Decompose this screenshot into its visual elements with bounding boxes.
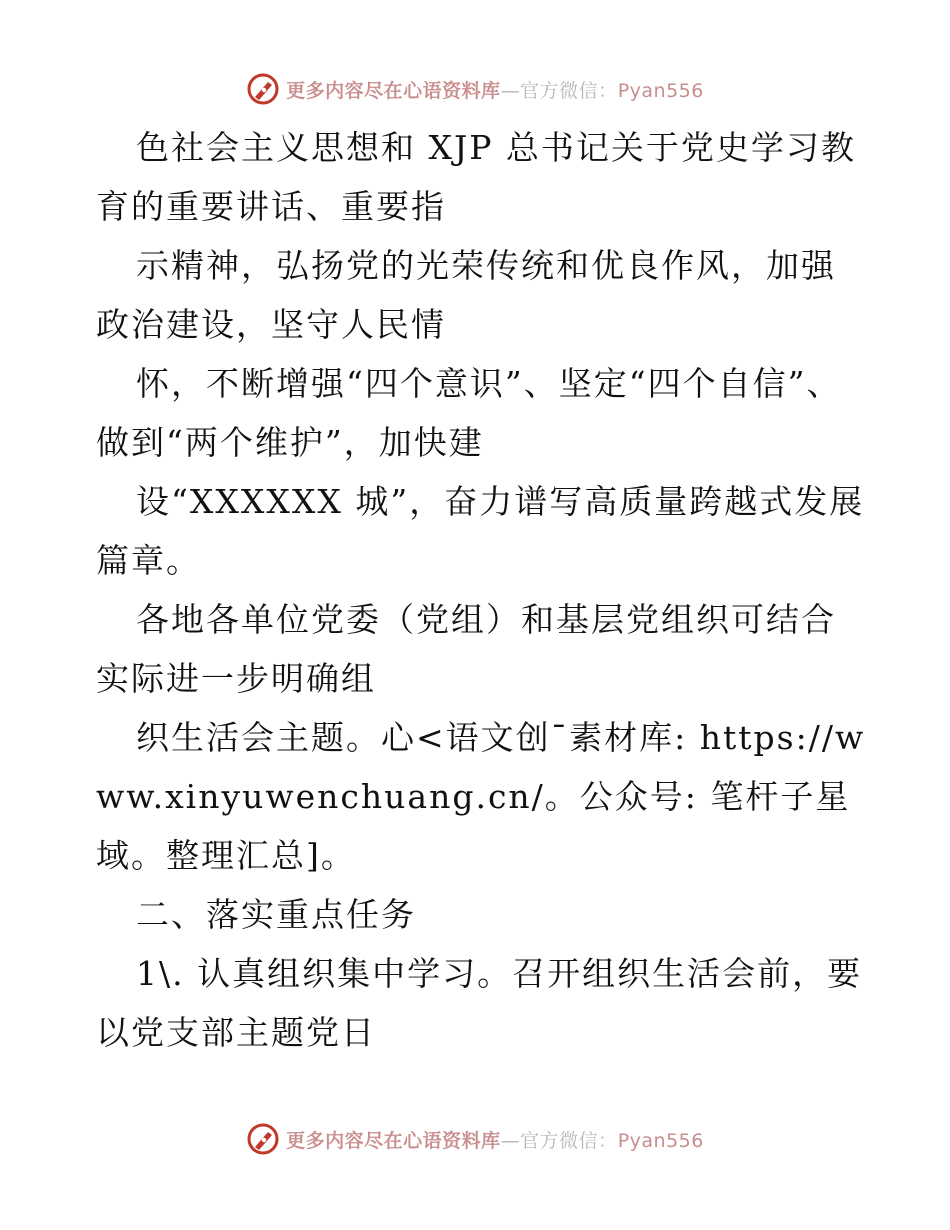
watermark-text bbox=[286, 1126, 704, 1153]
watermark-part3: Pyan556 bbox=[617, 79, 704, 102]
document-body bbox=[96, 118, 866, 1062]
paragraph: 怀，不断增强“四个意识”、坚定“四个自信”、做到“两个维护”，加快建 bbox=[96, 364, 842, 462]
watermark-part3: Pyan556 bbox=[617, 1129, 704, 1152]
paragraph: 织生活会主题。心<语文创¯素材库: https://www.xinyuwenchuang.cn/。公众号: 笔杆子星域。整理汇总]。 bbox=[96, 718, 866, 875]
paragraph: 示精神，弘扬党的光荣传统和优良作风，加强政治建设，坚守人民情 bbox=[96, 246, 836, 344]
watermark-part1: 更多内容尽在心语资料库 bbox=[286, 1129, 501, 1152]
paragraph: 1\. 认真组织集中学习。召开组织生活会前，要以党支部主题党日 bbox=[96, 954, 863, 1052]
header-watermark bbox=[0, 72, 950, 106]
paragraph: 色社会主义思想和 XJP 总书记关于党史学习教育的重要讲话、重要指 bbox=[96, 128, 856, 226]
section-heading: 二、落实重点任务 bbox=[136, 895, 416, 934]
pen-logo-icon bbox=[246, 1122, 280, 1156]
paragraph: 设“XXXXXX 城”，奋力谱写高质量跨越式发展篇章。 bbox=[96, 482, 865, 580]
watermark-part1: 更多内容尽在心语资料库 bbox=[286, 79, 501, 102]
paragraph: 各地各单位党委（党组）和基层党组织可结合实际进一步明确组 bbox=[96, 600, 836, 698]
watermark-part2: —官方微信： bbox=[500, 79, 618, 102]
footer-watermark bbox=[0, 1122, 950, 1156]
pen-logo-icon bbox=[246, 72, 280, 106]
watermark-text bbox=[286, 76, 704, 103]
watermark-part2: —官方微信： bbox=[500, 1129, 618, 1152]
